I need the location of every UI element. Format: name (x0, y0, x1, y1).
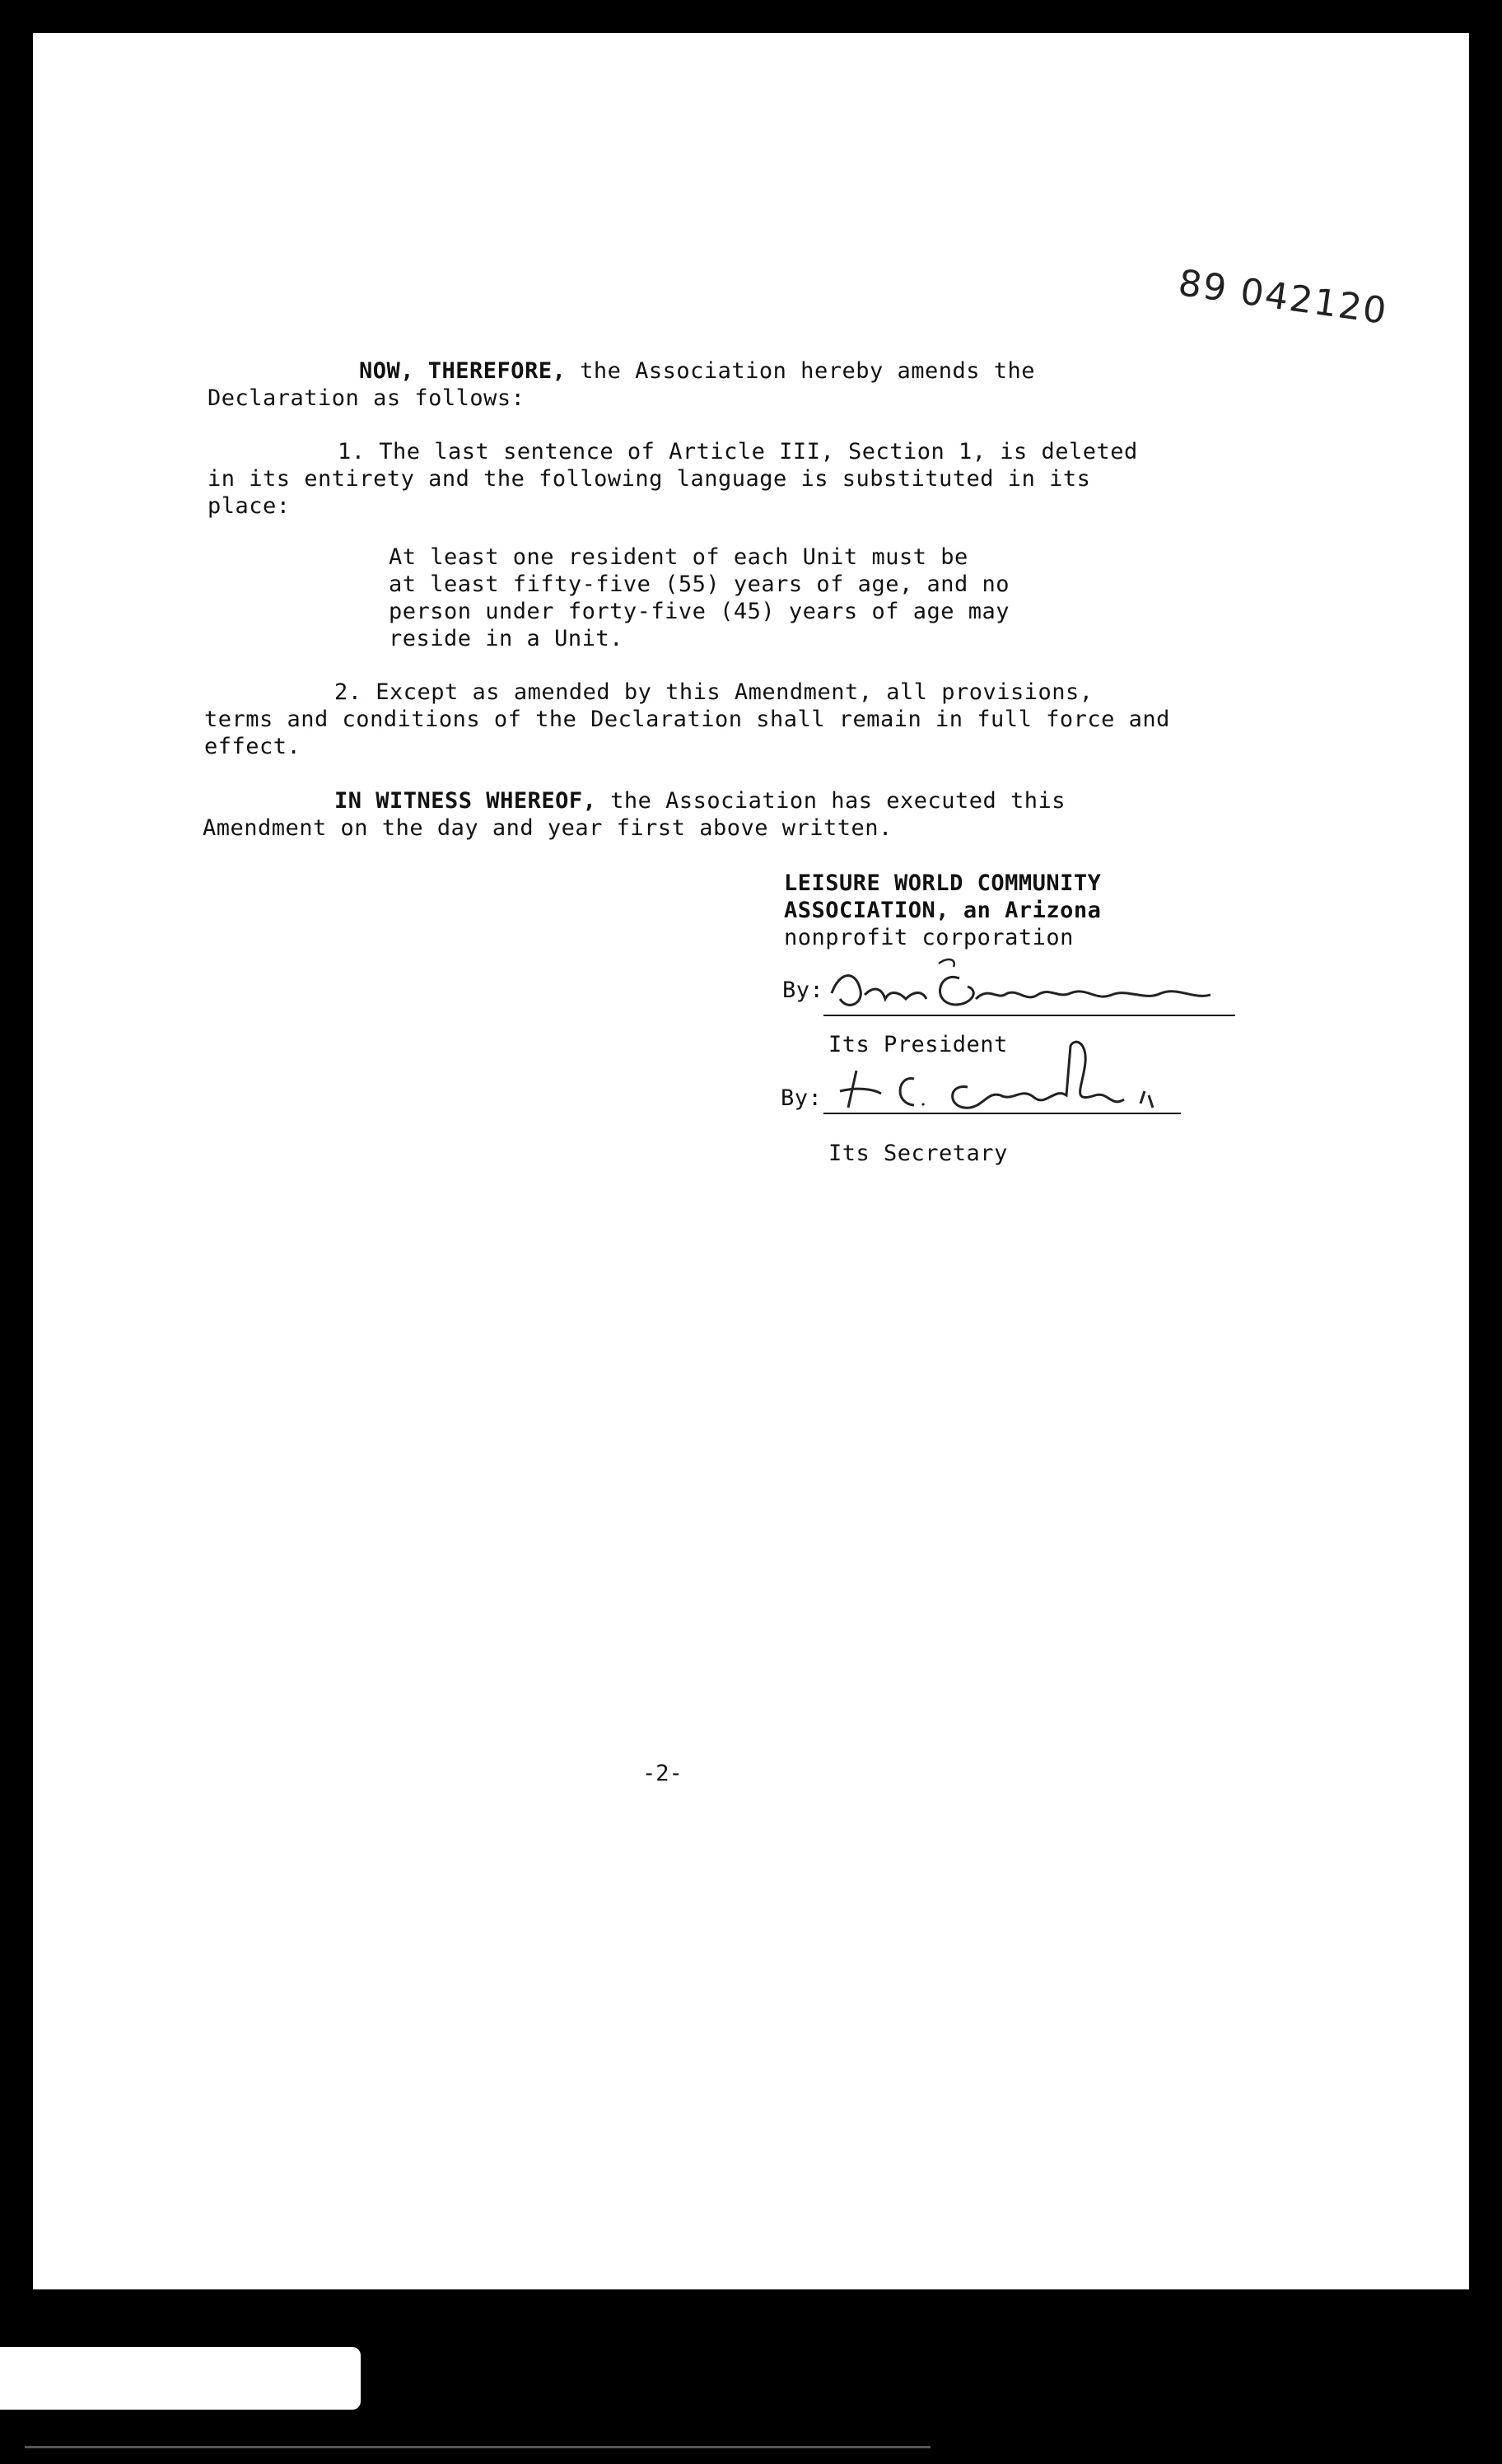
paragraph-1: 1. The last sentence of Article III, Section 1, is deleted in its entirety and the following language is substituted in its place: (208, 439, 1138, 519)
quoted-language: At least one resident of each Unit must be at least fifty-five (55) years of age, and no person under forty-five (45) years of age may reside in a Unit. (389, 544, 1010, 651)
president-signature (815, 954, 1243, 1021)
witness-paragraph: IN WITNESS WHEREOF, the Association has executed this Amendment on the day and year first above written. (203, 788, 1066, 841)
scan-artifact (0, 2347, 361, 2410)
intro-paragraph: NOW, THEREFORE, the Association hereby amends the Declaration as follows: (208, 358, 1036, 411)
secretary-signature (823, 1029, 1202, 1120)
scan-border-left (0, 203, 33, 2344)
secretary-title: Its Secretary (828, 1141, 1008, 1166)
intro-lead: NOW, THEREFORE, (359, 358, 567, 384)
by-label-secretary: By: (781, 1085, 823, 1111)
president-title: Its President (828, 1032, 1008, 1057)
recording-number-stamp: 89 042120 (1175, 262, 1391, 334)
witness-lead: IN WITNESS WHEREOF, (334, 788, 597, 814)
scan-artifact-line (25, 2446, 931, 2448)
paragraph-2: 2. Except as amended by this Amendment, all provisions, terms and conditions of the Declaration shall remain in full force and effect. (204, 679, 1170, 759)
by-label-president: By: (782, 978, 824, 1003)
organization-name: LEISURE WORLD COMMUNITY ASSOCIATION, an Arizona nonprofit corporation (784, 870, 1102, 950)
page-number: -2- (642, 1761, 683, 1786)
